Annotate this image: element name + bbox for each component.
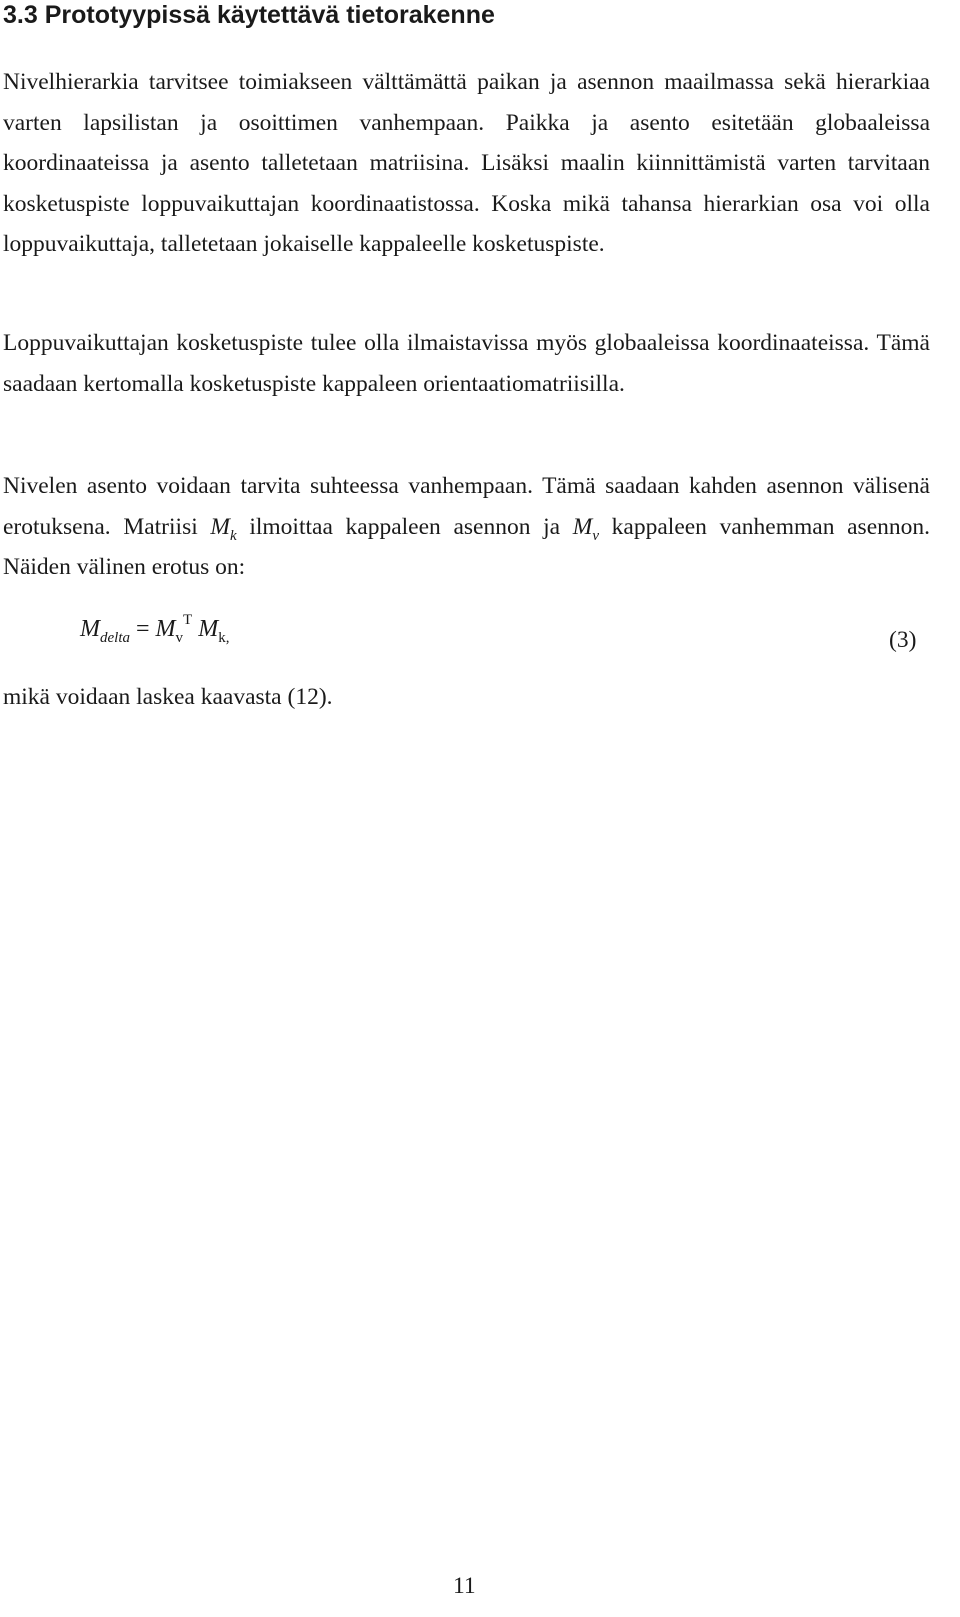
paragraph-formula-reference: mikä voidaan laskea kaavasta (12). bbox=[3, 684, 333, 710]
matrix-subscript: v bbox=[592, 527, 600, 544]
equation-matrix-k-subscript: k, bbox=[218, 630, 230, 646]
matrix-symbol: M bbox=[210, 513, 230, 540]
text-segment: ilmoittaa kappaleen asennon ja bbox=[236, 513, 573, 540]
section-heading: 3.3 Prototyypissä käytettävä tietorakenne bbox=[3, 1, 495, 29]
matrix-symbol: M bbox=[572, 513, 593, 540]
page-number: 11 bbox=[453, 1573, 476, 1599]
equation-lhs-subscript: delta bbox=[100, 630, 130, 646]
equation-matrix-k: M bbox=[198, 616, 219, 642]
text-segment: Nivelen asento voidaan tarvita suhteessa vanhempaan. Tämä saadaan kahden asennon välisenä erotuksena. Matriisi bbox=[3, 473, 930, 540]
paragraph-joint-orientation bbox=[3, 466, 930, 588]
paragraph-contact-point: Loppuvaikuttajan kosketuspiste tulee olla ilmaistavissa myös globaaleissa koordinaateissa. Tämä saadaan kertomalla kosketuspiste kappaleen orientaatiomatriisilla. bbox=[3, 330, 930, 397]
equation-number: (3) bbox=[889, 627, 917, 653]
paragraph-data-structure: Nivelhierarkia tarvitsee toimiakseen välttämättä paikan ja asennon maailmassa sekä hierarkiaa varten lapsilistan ja osoittimen vanhempaan. Paikka ja asento esitetään globaaleissa koordinaateissa ja asento talletetaan matriisina. Lisäksi maalin kiinnittämistä varten tarvitaan kosketuspiste loppuvaikuttajan koordinaatistossa. Koska mikä tahansa hierarkian osa voi olla loppuvaikuttaja, talletetaan jokaiselle kappaleelle kosketuspiste. bbox=[3, 69, 930, 257]
equation-equals: = bbox=[130, 616, 156, 642]
matrix-subscript: k bbox=[230, 527, 237, 544]
equation-matrix-v-subscript: v bbox=[175, 630, 184, 646]
equation-transpose-superscript: T bbox=[183, 612, 193, 628]
equation bbox=[80, 614, 229, 644]
equation-lhs: M bbox=[80, 616, 100, 642]
equation-matrix-v: M bbox=[155, 616, 176, 642]
text-segment: kappaleen vanhemman asennon. Näiden välinen erotus on: bbox=[3, 513, 930, 580]
